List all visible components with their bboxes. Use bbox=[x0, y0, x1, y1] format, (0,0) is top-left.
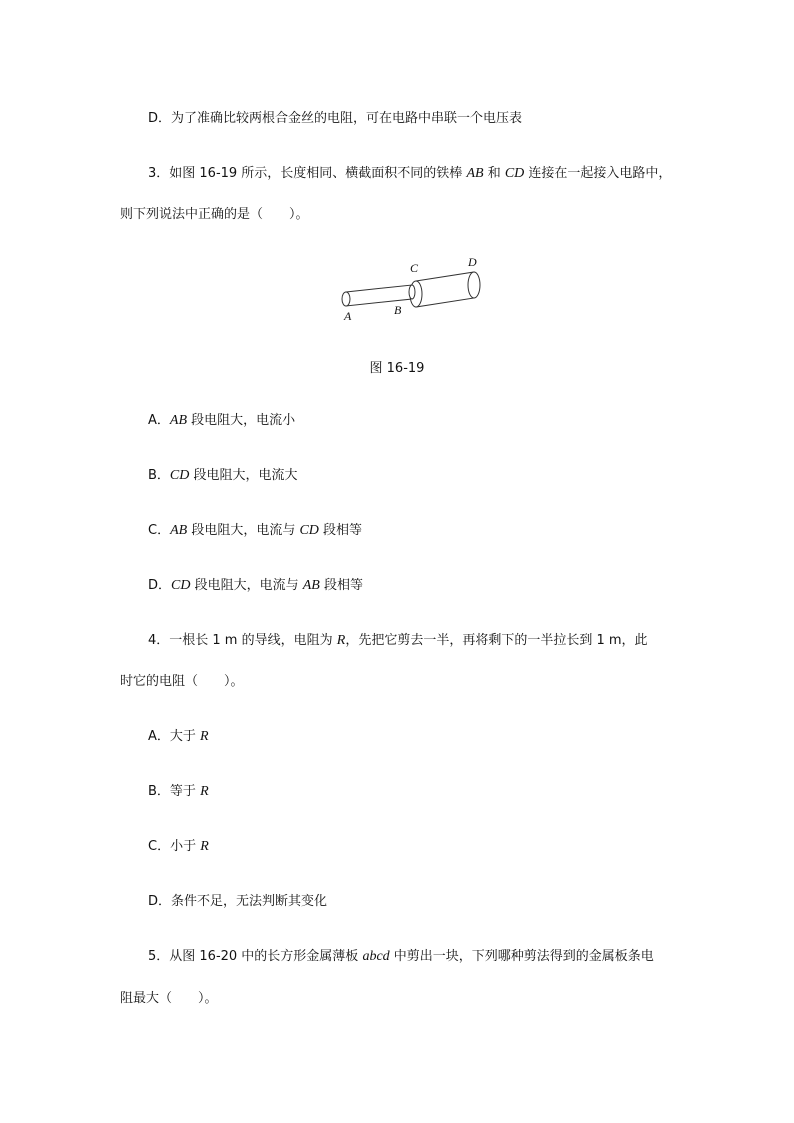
q4-option-d bbox=[148, 893, 327, 911]
q3-option-c bbox=[148, 522, 362, 540]
math-variable: abcd bbox=[362, 949, 390, 964]
q3-option-d bbox=[148, 577, 363, 595]
math-variable: AB bbox=[302, 578, 320, 593]
q4-option-c bbox=[148, 838, 209, 856]
math-variable: CD bbox=[299, 523, 319, 538]
math-variable: CD bbox=[504, 166, 525, 181]
text-run: 段相等 bbox=[318, 523, 363, 538]
text-run: 时它的电阻（ ）。 bbox=[120, 674, 244, 689]
text-run: 5．从图 16-20 中的长方形金属薄板 bbox=[148, 949, 363, 964]
text-run: ，先把它剪去一半，再将剩下的一半拉长到 1 m，此 bbox=[345, 633, 648, 648]
label-a: A bbox=[344, 309, 352, 323]
rod-ab bbox=[346, 285, 412, 306]
text-run: 4．一根长 1 m 的导线，电阻为 bbox=[148, 633, 337, 648]
figure-caption: 图 16-19 bbox=[369, 361, 425, 376]
label-b: B bbox=[394, 303, 402, 317]
text-run: A．大于 bbox=[148, 729, 201, 744]
q3-stem-line1 bbox=[148, 165, 671, 183]
text-run: B．等于 bbox=[148, 784, 201, 799]
math-variable: R bbox=[336, 633, 346, 648]
label-c: C bbox=[410, 261, 419, 275]
text-run: 3．如图 16-19 所示，长度相同、横截面积不同的铁棒 bbox=[148, 166, 467, 181]
q4-option-b bbox=[148, 783, 209, 801]
q5-stem-line2 bbox=[120, 990, 218, 1008]
text-run: D．条件不足，无法判断其变化 bbox=[148, 894, 328, 909]
text-run: B． bbox=[148, 468, 170, 483]
text-run: 阻最大（ ）。 bbox=[120, 991, 218, 1006]
math-variable: R bbox=[200, 729, 209, 744]
text-run: A． bbox=[148, 413, 170, 428]
math-variable: R bbox=[200, 839, 209, 854]
text-run: 段相等 bbox=[319, 578, 363, 593]
math-variable: AB bbox=[169, 413, 188, 428]
math-variable: AB bbox=[170, 523, 188, 538]
math-variable: AB bbox=[466, 166, 484, 181]
text-run: C．小于 bbox=[148, 839, 201, 854]
text-run: D． bbox=[148, 578, 172, 593]
rod-cd bbox=[416, 272, 474, 307]
q4-stem-line1 bbox=[148, 632, 648, 650]
text-run: 段电阻大，电流小 bbox=[187, 413, 296, 428]
math-variable: R bbox=[200, 784, 209, 799]
q3-option-b bbox=[148, 467, 298, 485]
rod-cd-end bbox=[468, 272, 480, 298]
rod-ab-end bbox=[342, 292, 350, 306]
q4-stem-line2 bbox=[120, 673, 244, 691]
q3-option-a bbox=[148, 412, 295, 430]
text-run: 段电阻大，电流与 bbox=[190, 578, 303, 593]
label-d: D bbox=[468, 255, 477, 269]
q3-stem-line2 bbox=[120, 206, 309, 224]
math-variable: CD bbox=[171, 578, 191, 593]
q4-option-a bbox=[148, 728, 209, 746]
math-variable: CD bbox=[169, 468, 190, 483]
text-run: 和 bbox=[483, 166, 505, 181]
text-run: 中剪出一块，下列哪种剪法得到的金属板条电 bbox=[389, 949, 654, 964]
rod-ab-joint bbox=[409, 285, 415, 299]
text-run: 连接在一起接入电路中， bbox=[524, 166, 672, 181]
q2-option-d bbox=[148, 110, 522, 128]
text-run: D．为了准确比较两根合金丝的电阻，可在电路中串联一个电压表 bbox=[148, 111, 523, 126]
figure-16-19 bbox=[336, 254, 484, 324]
text-run: C． bbox=[148, 523, 171, 538]
text-run: 则下列说法中正确的是（ ）。 bbox=[120, 207, 309, 222]
text-run: 段电阻大，电流大 bbox=[189, 468, 298, 483]
text-run: 段电阻大，电流与 bbox=[187, 523, 300, 538]
q5-stem-line1 bbox=[148, 948, 654, 966]
